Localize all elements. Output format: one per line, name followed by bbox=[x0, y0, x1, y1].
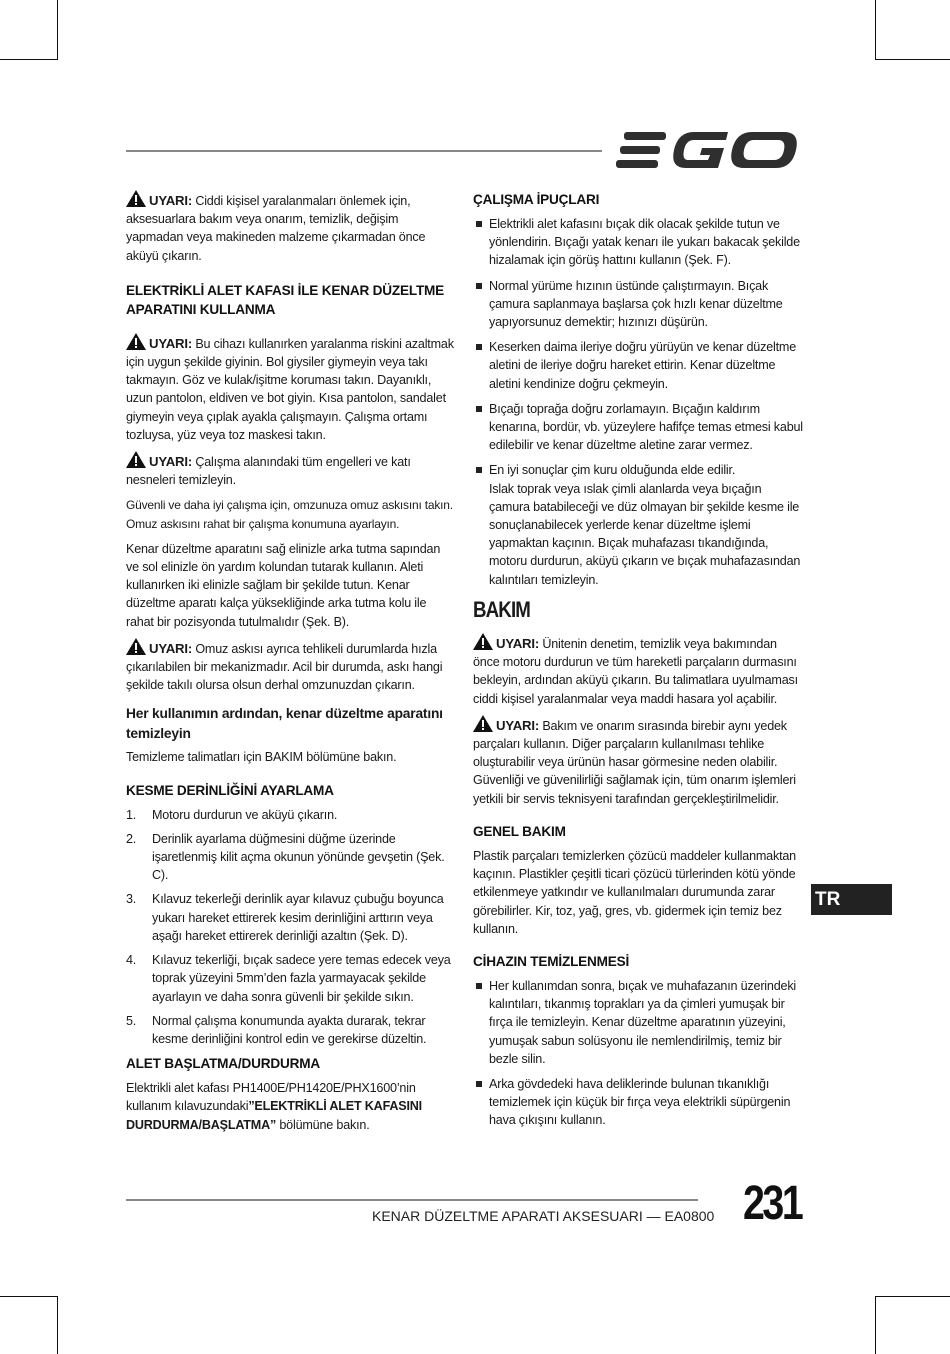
warning-2 bbox=[126, 333, 454, 444]
footer-text: KENAR DÜZELTME APARATI AKSESUARI — EA0800 bbox=[372, 1208, 715, 1224]
list-number: 5. bbox=[126, 1013, 137, 1028]
warning-label: UYARI: bbox=[149, 335, 193, 351]
left-column bbox=[126, 190, 454, 1141]
bullet-icon bbox=[473, 215, 489, 270]
warning-text: Ciddi kişisel yaralanmaları önlemek için, aksesuarlara bakım veya onarım, temizlik, değişim yapmadan veya makineden malzeme çıkarmadan önce aküyü çıkarın. bbox=[126, 194, 426, 263]
warning-triangle-icon bbox=[126, 333, 146, 350]
crop-mark bbox=[875, 1296, 950, 1297]
steps-list bbox=[126, 806, 454, 1048]
bullet-icon bbox=[473, 338, 489, 393]
warning-label: UYARI: bbox=[496, 717, 540, 733]
list-number: 2. bbox=[126, 831, 137, 846]
warning-triangle-icon bbox=[126, 190, 146, 207]
list-item bbox=[126, 951, 454, 1006]
crop-mark bbox=[875, 59, 950, 60]
list-item bbox=[473, 977, 803, 1068]
section-heading: KESME DERİNLİĞİNİ AYARLAMA bbox=[126, 782, 334, 798]
list-number: 4. bbox=[126, 953, 137, 968]
language-tab: TR bbox=[811, 884, 892, 915]
warning-text: Omuz askısı ayrıca tehlikeli durumlarda hızla çıkarılabilen bir mekanizmadır. Acil bir durumda, askı hangi şekilde takılı olursa olsun derhal omzunuzdan çıkarın. bbox=[126, 641, 443, 693]
warning-triangle-icon bbox=[473, 633, 493, 650]
right-column bbox=[473, 190, 803, 1137]
paragraph-text: bölümüne bakın. bbox=[276, 1117, 370, 1132]
footer-rule bbox=[126, 1199, 698, 1201]
paragraph-bold: ”ELEKTRİKLİ ALET KAFASINI DURDURMA/BAŞLATMA” bbox=[126, 1099, 422, 1132]
paragraph: Plastik parçaları temizlerken çözücü maddeler kullanmaktan kaçının. Plastikler çeşitli ticari çözücü türlerinden kötü yönde etkilenmeye yatkındır ve kullanılmaları durumunda zarar görebilirler. Kir, toz, yağ, gres, vb. gidermek için temiz bez kullanın. bbox=[473, 848, 796, 936]
bullet-icon bbox=[473, 977, 489, 1068]
list-item bbox=[473, 1075, 803, 1130]
warning-label: UYARI: bbox=[149, 454, 193, 470]
warning-triangle-icon bbox=[473, 715, 493, 732]
list-number: 3. bbox=[126, 892, 137, 907]
list-text: Elektrikli alet kafasını bıçak dik olacak şekilde tutun ve yönlendirin. Bıçağı yatak kenarı ile yukarı bakacak şekilde hizalamak için görüş hattını kullanın (Şek. F). bbox=[489, 217, 800, 268]
paragraph bbox=[126, 1079, 454, 1134]
section-heading: GENEL BAKIM bbox=[473, 823, 566, 839]
list-number: 1. bbox=[126, 807, 137, 822]
warning-triangle-icon bbox=[126, 638, 146, 655]
warning-triangle-icon bbox=[126, 451, 146, 468]
brand-name: EGO bbox=[616, 130, 619, 131]
list-item bbox=[126, 1012, 454, 1048]
crop-mark bbox=[57, 0, 58, 60]
paragraph: Temizleme talimatları için BAKIM bölümüne bakın. bbox=[126, 750, 397, 765]
tips-list bbox=[473, 215, 803, 589]
section-heading: ÇALIŞMA İPUÇLARI bbox=[473, 192, 600, 207]
list-text: Kılavuz tekerleği derinlik ayar kılavuz çubuğu boyunca yukarı hareket ettirerek kesim derinliğini arttırın veya aşağı hareket ettirerek derinliği azaltın (Şek. D). bbox=[152, 892, 444, 943]
bullet-icon bbox=[473, 400, 489, 455]
subsection-heading: Her kullanımın ardından, kenar düzeltme aparatını temizleyin bbox=[126, 706, 443, 742]
paragraph-text: Elektrikli alet kafası PH1400E/PH1420E/PHX1600’nin kullanım kılavuzundaki bbox=[126, 1081, 416, 1114]
list-item bbox=[126, 806, 454, 824]
chapter-heading: BAKIM bbox=[473, 596, 531, 622]
crop-mark bbox=[875, 1296, 876, 1354]
list-item bbox=[473, 338, 803, 393]
warning-text: Bakım ve onarım sırasında birebir aynı yedek parçaları kullanın. Diğer parçaların kullanılması tehlike oluşturabilir veya ürünün hasar görmesine neden olabilir. Güvenliği ve güvenilirliği sağlamak için, tüm onarım işlemleri yetkili bir servis teknisyeni tarafından gerçekleştirilmelidir. bbox=[473, 718, 796, 806]
cleaning-list bbox=[473, 977, 803, 1130]
bullet-icon bbox=[473, 1075, 489, 1130]
page-number: 231 bbox=[743, 1177, 802, 1230]
list-text: Arka gövdedeki hava deliklerinde bulunan tıkanıklığı temizlemek için küçük bir fırça veya elektrikli süpürgenin hava çıkışını kullanın. bbox=[489, 1076, 791, 1128]
list-item bbox=[473, 277, 803, 332]
list-text: Derinlik ayarlama düğmesini düğme üzerinde işaretlenmiş kilit açma okunun yönünde gevşetin (Şek. C). bbox=[152, 831, 445, 883]
crop-mark bbox=[57, 1296, 58, 1354]
warning-label: UYARI: bbox=[149, 193, 193, 208]
crop-mark bbox=[875, 0, 876, 60]
list-item bbox=[473, 400, 803, 455]
section-heading: ELEKTRİKLİ ALET KAFASI İLE KENAR DÜZELTME APARATINI KULLANMA bbox=[126, 282, 445, 317]
warning-5 bbox=[473, 633, 803, 708]
section-heading: ALET BAŞLATMA/DURDURMA bbox=[126, 1056, 320, 1072]
list-text: Normal yürüme hızının üstünde çalıştırmayın. Bıçak çamura saplanmaya başlarsa çok hızlı kenar düzeltme yapıyorsunuz demektir; hızınızı düşürün. bbox=[489, 278, 783, 330]
paragraph: Güvenli ve daha iyi çalışma için, omzunuza omuz askısını takın. Omuz askısını rahat bir çalışma konumuna ayarlayın. bbox=[126, 498, 453, 531]
list-text: Kılavuz tekerliği, bıçak sadece yere temas edecek veya toprak yüzeyini 5mm’den fazla yarmayacak şekilde ayarlayın ve daha sonra güvenli bir şekilde sıkın. bbox=[152, 953, 451, 1004]
list-item bbox=[473, 461, 803, 588]
warning-label: UYARI: bbox=[149, 640, 193, 656]
section-heading: CİHAZIN TEMİZLENMESİ bbox=[473, 953, 630, 969]
warning-4 bbox=[126, 638, 454, 695]
list-text: En iyi sonuçlar çim kuru olduğunda elde edilir. Islak toprak veya ıslak çimli alanlarda veya bıçağın çamura batabileceği ve düz olmayan bir şekilde kesme ile sonuçlanabilecek yerlerde kenar düzeltme işlemi yapmaktan kaçının. Bıçak muhafazası tıkandığında, motoru durdurun, aküyü çıkarın ve bıçak muhafazasından kalıntıları temizleyin. bbox=[489, 463, 801, 587]
list-text: Motoru durdurun ve aküyü çıkarın. bbox=[152, 807, 338, 822]
header-rule bbox=[126, 150, 602, 152]
warning-text: Ünitenin denetim, temizlik veya bakımından önce motoru durdurun ve tüm hareketli parçaların durmasını bekleyin, ardından aküyü çıkarın. Bu talimatlara uyulmaması ciddi kişisel yaralanmalar veya maddi hasara yol açabilir. bbox=[473, 637, 798, 706]
warning-6 bbox=[473, 715, 803, 808]
list-item bbox=[126, 830, 454, 885]
bullet-icon bbox=[473, 461, 489, 588]
list-text: Bıçağı toprağa doğru zorlamayın. Bıçağın kaldırım kenarına, bordür, vb. yüzeylere hafifçe temas etmesi kabul edilebilir ve kenar düzeltme aletine zarar vermez. bbox=[489, 401, 803, 453]
list-text: Her kullanımdan sonra, bıçak ve muhafazanın üzerindeki kalıntıları, tıkanmış toprakları ya da çimleri yumuşak bir fırça ile temizleyin. Kenar düzeltme aparatının yüzeyini, yumuşak sabun solüsyonu ile nemlendirilmiş, temiz bir bezle silin. bbox=[489, 978, 797, 1066]
warning-3 bbox=[126, 451, 454, 489]
list-text: Normal çalışma konumunda ayakta durarak, tekrar kesme derinliğini kontrol edin ve gerekirse düzeltin. bbox=[152, 1013, 427, 1046]
warning-text: Bu cihazı kullanırken yaralanma riskini azaltmak için uygun şekilde giyinin. Bol giysiler giymeyin veya takı takmayın. Göz ve kulak/işitme koruması takın. Dayanıklı, uzun pantolon, eldiven ve bot giyin. Kısa pantolon, sandalet giymeyin veya çıplak ayakla çalışmayın. Çalışma ortamı tozluysa, yüz veya toz maskesi takın. bbox=[126, 336, 454, 442]
warning-label: UYARI: bbox=[496, 636, 540, 652]
crop-mark bbox=[0, 1296, 58, 1297]
paragraph: Kenar düzeltme aparatını sağ elinizle arka tutma sapından ve sol elinizle ön yardım kolundan tutarak kullanın. Aleti kullanırken iki elinizle sağlam bir şekilde tutun. Kenar düzeltme aparatı kalça yüksekliğinde arka tutma kolu ile rahat bir pozisyonda tutulmalıdır (Şek. B). bbox=[126, 541, 441, 629]
warning-text: Çalışma alanındaki tüm engelleri ve katı nesneleri temizleyin. bbox=[126, 455, 411, 488]
warning-1 bbox=[126, 190, 454, 265]
list-item bbox=[126, 890, 454, 945]
bullet-icon bbox=[473, 277, 489, 332]
brand-logo bbox=[616, 130, 800, 170]
list-text: Keserken daima ileriye doğru yürüyün ve kenar düzeltme aletini de ileriye doğru hareket ettirin. Kenar düzeltme aletini kendinize doğru çekmeyin. bbox=[489, 340, 797, 391]
list-item bbox=[473, 215, 803, 270]
crop-mark bbox=[0, 59, 58, 60]
